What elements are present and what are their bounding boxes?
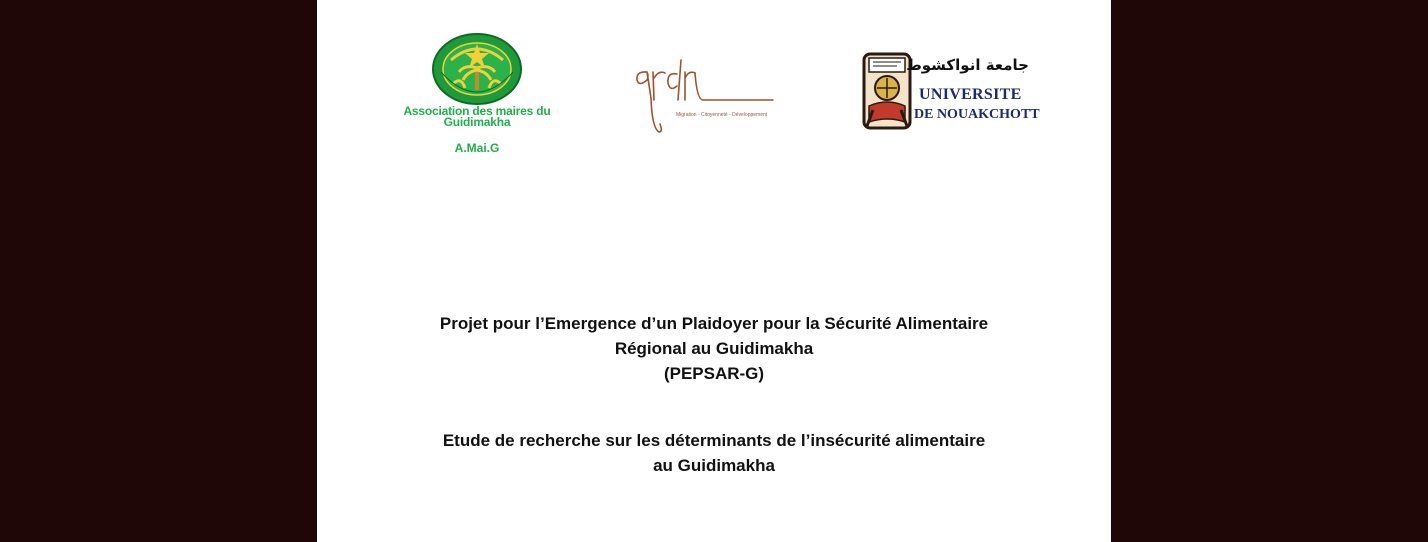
document-page <box>317 0 1111 542</box>
universite-name-line2: DE NOUAKCHOTT <box>914 107 1040 122</box>
universite-name-line1: UNIVERSITE <box>919 86 1022 103</box>
university-crest-icon <box>861 50 913 132</box>
grdr-tagline: Migration - Citoyenneté - Développement <box>676 112 768 118</box>
mauritania-seal-icon <box>431 32 523 108</box>
project-title <box>317 311 1111 386</box>
amaig-name: Association des maires du Guidimakha <box>403 104 551 129</box>
study-title-line: au Guidimakha <box>653 456 775 475</box>
amaig-abbreviation: A.Mai.G <box>454 141 500 155</box>
study-title <box>317 428 1111 478</box>
project-title-line: Projet pour l’Emergence d’un Plaidoyer pour la Sécurité Alimentaire <box>439 314 989 333</box>
amaig-logo <box>387 30 567 160</box>
grdr-wordmark-icon <box>633 58 779 138</box>
grdr-logo <box>633 58 779 138</box>
project-title-line: Régional au Guidimakha <box>614 339 814 358</box>
study-title-line: Etude de recherche sur les déterminants de l’insécurité alimentaire <box>442 431 986 450</box>
universite-logo <box>861 50 1040 134</box>
project-acronym: (PEPSAR-G) <box>663 364 765 383</box>
universite-arabic-name: جامعة انواكشوط <box>906 56 1029 74</box>
